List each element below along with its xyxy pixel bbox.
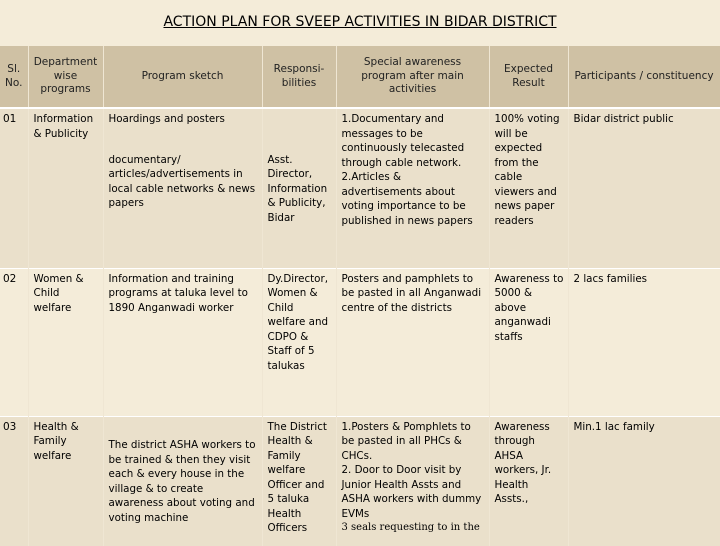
table-row [0, 416, 720, 546]
cell-department: Information & Publicity [28, 108, 103, 268]
cell-expected-result: Awareness to 5000 & above anganwadi staffs [489, 268, 568, 416]
cell-program-sketch: Information and training programs at taluka level to 1890 Anganwadi worker [103, 268, 262, 416]
cell-special-awareness: 1.Documentary and messages to be continuously telecasted through cable network. 2.Articles & advertisements about voting importance to be published in news papers [336, 108, 489, 268]
special-item: 2. Door to Door visit by Junior Health Assts and ASHA workers with dummy EVMs [341, 464, 482, 520]
cell-responsibilities: Asst. Director, Information & Publicity, Bidar [262, 108, 336, 268]
cell-department: Women & Child welfare [28, 268, 103, 416]
cell-expected-result: 100% voting will be expected from the cable viewers and news paper readers [489, 108, 568, 268]
cell-special-awareness [336, 416, 489, 546]
cell-department: Health & Family welfare [28, 416, 103, 546]
cell-sl-no: 02 [0, 268, 28, 416]
header-sl-no: Sl. No. [0, 46, 28, 108]
cell-responsibilities: The District Health & Family welfare Officer and 5 taluka Health Officers [262, 416, 336, 546]
header-participants: Participants / constituency [568, 46, 720, 108]
special-item: 1.Posters & Pomphlets to be pasted in all PHCs & CHCs. [341, 420, 471, 462]
cell-participants: Min.1 lac family [568, 416, 720, 546]
cell-special-awareness: Posters and pamphlets to be pasted in all Anganwadi centre of the districts [336, 268, 489, 416]
sketch-item: Hoardings and posters [108, 113, 225, 125]
cell-sl-no: 03 [0, 416, 28, 546]
header-program-sketch: Program sketch [103, 46, 262, 108]
table-header-row [0, 46, 720, 108]
cell-sl-no: 01 [0, 108, 28, 268]
cell-responsibilities: Dy.Director, Women & Child welfare and CDPO & Staff of 5 talukas [262, 268, 336, 416]
header-responsibilities: Responsi-bilities [262, 46, 336, 108]
sketch-item: documentary/ articles/advertisements in local cable networks & news papers [108, 153, 256, 209]
header-expected-result: Expected Result [489, 46, 568, 108]
table-row [0, 108, 720, 268]
table-row [0, 268, 720, 416]
cell-program-sketch [103, 108, 262, 268]
cell-participants: 2 lacs families [568, 268, 720, 416]
page-title: ACTION PLAN FOR SVEEP ACTIVITIES IN BIDAR DISTRICT [163, 14, 557, 30]
action-plan-table [0, 46, 720, 546]
cell-participants: Bidar district public [568, 108, 720, 268]
cell-expected-result: Awareness through AHSA workers, Jr. Health Assts., [489, 416, 568, 546]
special-item: 3 seals requesting to in the [341, 522, 480, 533]
cell-program-sketch: The district ASHA workers to be trained & then they visit each & every house in the village & to create awareness about voting and voting machine [103, 416, 262, 546]
header-department: Department wise programs [28, 46, 103, 108]
header-special-awareness: Special awareness program after main activities [336, 46, 489, 108]
